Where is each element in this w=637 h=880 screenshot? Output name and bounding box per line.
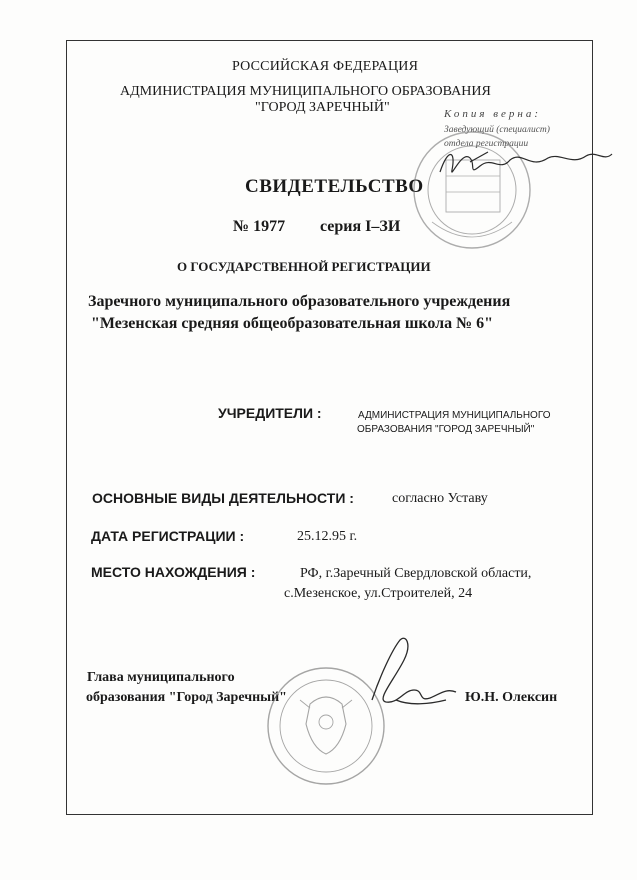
location-value-line2: с.Мезенское, ул.Строителей, 24 — [284, 586, 473, 601]
location-label: МЕСТО НАХОЖДЕНИЯ : — [91, 564, 256, 580]
certifier-department-text: отдела регистрации — [444, 139, 529, 149]
copy-true-stamp-text: Копия верна: — [444, 108, 542, 120]
registration-date-value: 25.12.95 г. — [297, 529, 358, 544]
certificate-number: № 1977 — [233, 218, 286, 235]
location-value-line1: РФ, г.Заречный Свердловской области, — [300, 566, 532, 581]
administration-heading: АДМИНИСТРАЦИЯ МУНИЦИПАЛЬНОГО ОБРАЗОВАНИЯ — [120, 84, 491, 99]
document-subtitle: О ГОСУДАРСТВЕННОЙ РЕГИСТРАЦИИ — [177, 259, 431, 274]
certificate-series: серия I–ЗИ — [320, 218, 401, 235]
organization-name-line1: Заречного муниципального образовательного учреждения — [88, 293, 511, 310]
head-signature-icon — [372, 638, 456, 704]
registration-date-label: ДАТА РЕГИСТРАЦИИ : — [91, 528, 245, 544]
city-heading: "ГОРОД ЗАРЕЧНЫЙ" — [255, 100, 390, 115]
official-seal-icon — [268, 668, 384, 784]
organization-name-line2: "Мезенская средняя общеобразовательная школа № 6" — [91, 315, 494, 332]
signatory-position-line1: Глава муниципального — [87, 670, 235, 685]
document-title: СВИДЕТЕЛЬСТВО — [245, 176, 424, 197]
certifier-position-text: Заведующий (специалист) — [444, 125, 550, 135]
activities-value: согласно Уставу — [392, 491, 488, 506]
country-heading: РОССИЙСКАЯ ФЕДЕРАЦИЯ — [232, 59, 419, 74]
founders-value-line2: ОБРАЗОВАНИЯ "ГОРОД ЗАРЕЧНЫЙ" — [357, 424, 535, 435]
registration-seal-icon — [414, 132, 530, 248]
founders-label: УЧРЕДИТЕЛИ : — [218, 405, 322, 421]
signatory-position-line2: образования "Город Заречный" — [86, 690, 287, 705]
activities-label: ОСНОВНЫЕ ВИДЫ ДЕЯТЕЛЬНОСТИ : — [92, 490, 354, 506]
founders-value-line1: АДМИНИСТРАЦИЯ МУНИЦИПАЛЬНОГО — [358, 410, 551, 421]
signatory-name: Ю.Н. Олексин — [465, 690, 558, 705]
